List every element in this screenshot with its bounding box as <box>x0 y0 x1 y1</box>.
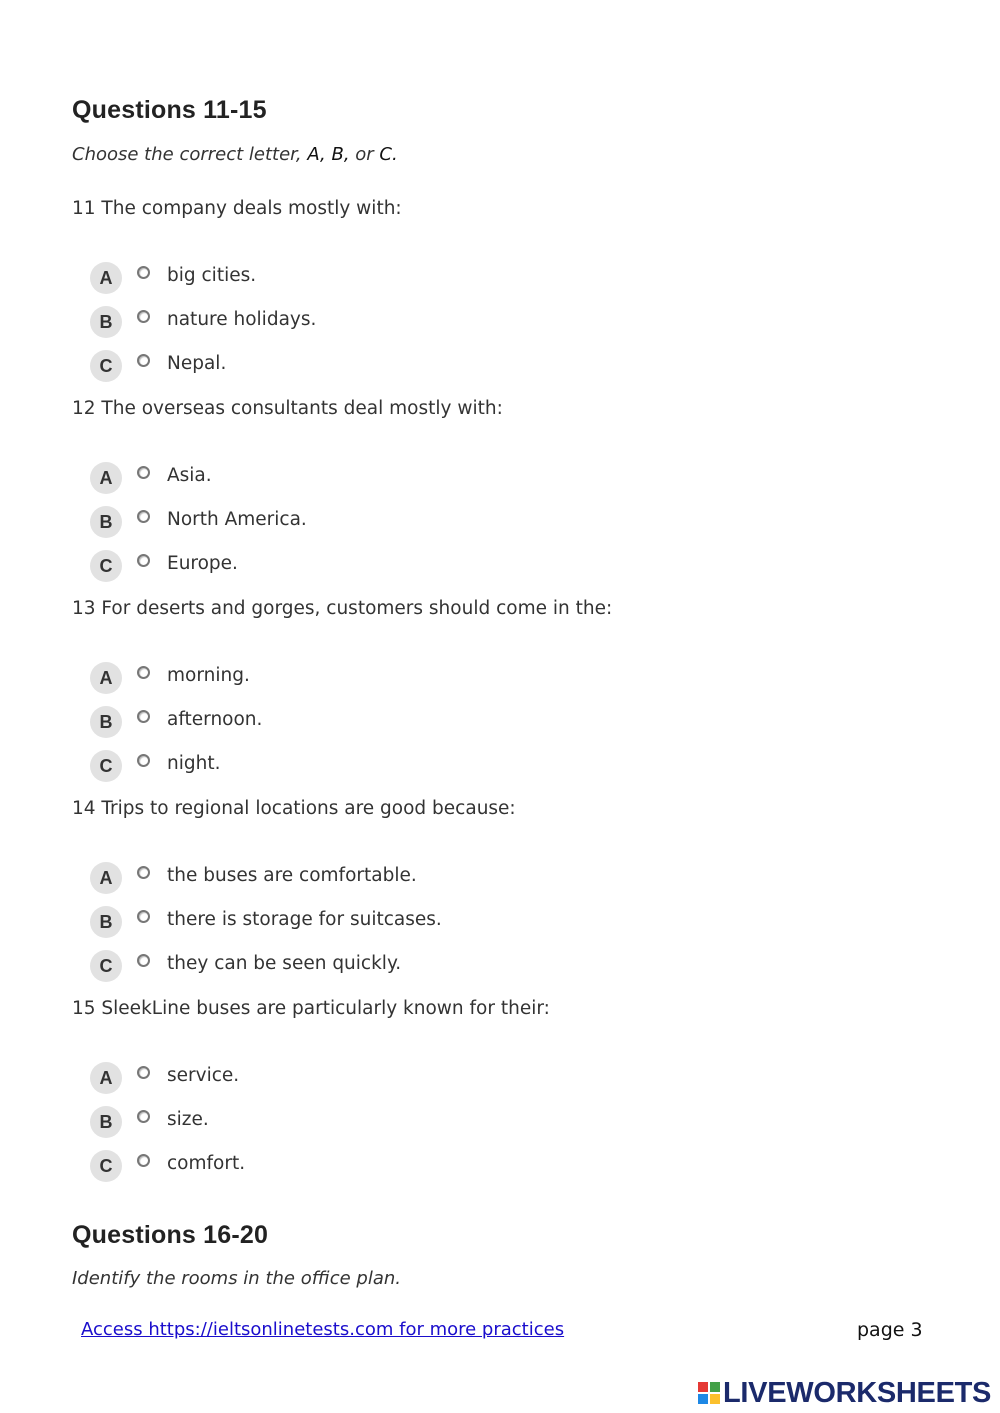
option-letter-badge: C <box>90 550 122 582</box>
radio-button[interactable] <box>137 666 150 679</box>
question-12: 12 The overseas consultants deal mostly with: <box>72 398 503 419</box>
q13-option-c[interactable] <box>90 750 690 782</box>
radio-button[interactable] <box>137 754 150 767</box>
radio-button[interactable] <box>137 1110 150 1123</box>
option-text: Nepal. <box>167 353 227 374</box>
logo-square-yellow <box>710 1394 720 1404</box>
q14-option-a[interactable] <box>90 862 690 894</box>
instruction-letter-b: B, <box>331 144 350 165</box>
instruction-prefix: Choose the correct letter, <box>72 144 308 165</box>
brand-name: LIVEWORKSHEETS <box>723 1376 992 1409</box>
radio-button[interactable] <box>137 910 150 923</box>
radio-button[interactable] <box>137 554 150 567</box>
liveworksheets-logo[interactable] <box>698 1378 991 1408</box>
q15-option-b[interactable] <box>90 1106 690 1138</box>
q11-option-a[interactable] <box>90 262 690 294</box>
q14-option-b[interactable] <box>90 906 690 938</box>
radio-button[interactable] <box>137 954 150 967</box>
question-11: 11 The company deals mostly with: <box>72 198 402 219</box>
option-letter-badge: B <box>90 306 122 338</box>
option-text: Asia. <box>167 465 212 486</box>
instruction-letter-c: C. <box>379 144 398 165</box>
option-text: afternoon. <box>167 709 263 730</box>
q11-option-c[interactable] <box>90 350 690 382</box>
radio-button[interactable] <box>137 866 150 879</box>
q15-option-c[interactable] <box>90 1150 690 1182</box>
question-13: 13 For deserts and gorges, customers should come in the: <box>72 598 613 619</box>
q12-option-a[interactable] <box>90 462 690 494</box>
page-number: page 3 <box>857 1319 923 1341</box>
option-text: night. <box>167 753 221 774</box>
radio-button[interactable] <box>137 510 150 523</box>
radio-button[interactable] <box>137 1066 150 1079</box>
radio-button[interactable] <box>137 466 150 479</box>
option-letter-badge: A <box>90 1062 122 1094</box>
section-instruction <box>72 144 398 165</box>
option-letter-badge: B <box>90 906 122 938</box>
q11-option-b[interactable] <box>90 306 690 338</box>
radio-button[interactable] <box>137 354 150 367</box>
liveworksheets-grid-icon <box>698 1382 720 1404</box>
q15-option-a[interactable] <box>90 1062 690 1094</box>
option-letter-badge: A <box>90 862 122 894</box>
radio-button[interactable] <box>137 310 150 323</box>
section2-instruction: Identify the rooms in the office plan. <box>72 1268 401 1289</box>
radio-button[interactable] <box>137 710 150 723</box>
option-text: Europe. <box>167 553 238 574</box>
logo-square-green <box>710 1382 720 1392</box>
q14-option-c[interactable] <box>90 950 690 982</box>
option-letter-badge: A <box>90 462 122 494</box>
logo-square-blue <box>698 1394 708 1404</box>
q12-option-b[interactable] <box>90 506 690 538</box>
option-text: the buses are comfortable. <box>167 865 417 886</box>
option-letter-badge: C <box>90 750 122 782</box>
option-letter-badge: A <box>90 662 122 694</box>
option-text: service. <box>167 1065 240 1086</box>
q13-option-b[interactable] <box>90 706 690 738</box>
q13-option-a[interactable] <box>90 662 690 694</box>
footer-practice-link[interactable]: Access https://ieltsonlinetests.com for more practices <box>81 1319 565 1340</box>
option-letter-badge: B <box>90 1106 122 1138</box>
option-letter-badge: B <box>90 706 122 738</box>
option-letter-badge: C <box>90 1150 122 1182</box>
option-text: there is storage for suitcases. <box>167 909 442 930</box>
option-text: nature holidays. <box>167 309 317 330</box>
option-letter-badge: C <box>90 350 122 382</box>
option-text: they can be seen quickly. <box>167 953 402 974</box>
option-letter-badge: C <box>90 950 122 982</box>
section-title-11-15: Questions 11-15 <box>72 96 267 124</box>
option-letter-badge: B <box>90 506 122 538</box>
instruction-or: or <box>349 144 380 165</box>
option-text: comfort. <box>167 1153 246 1174</box>
question-14: 14 Trips to regional locations are good because: <box>72 798 516 819</box>
section-title-16-20: Questions 16-20 <box>72 1221 269 1249</box>
question-15: 15 SleekLine buses are particularly known for their: <box>72 998 550 1019</box>
option-letter-badge: A <box>90 262 122 294</box>
logo-square-red <box>698 1382 708 1392</box>
radio-button[interactable] <box>137 1154 150 1167</box>
option-text: size. <box>167 1109 209 1130</box>
option-text: big cities. <box>167 265 257 286</box>
radio-button[interactable] <box>137 266 150 279</box>
q12-option-c[interactable] <box>90 550 690 582</box>
option-text: morning. <box>167 665 250 686</box>
option-text: North America. <box>167 509 307 530</box>
instruction-letter-a: A, <box>307 144 326 165</box>
